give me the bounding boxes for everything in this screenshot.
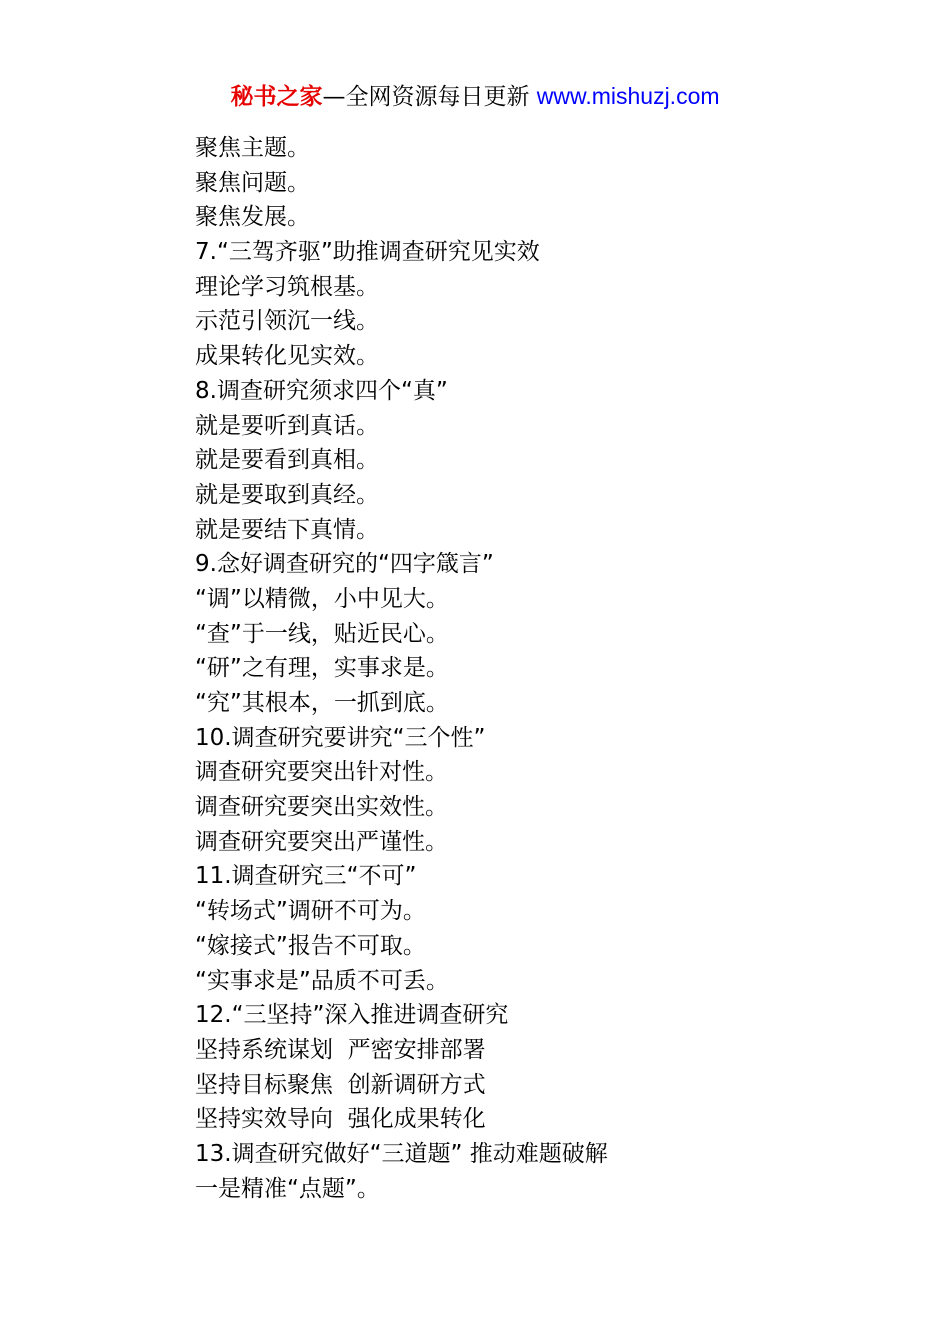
text-line: 坚持目标聚焦 创新调研方式 (195, 1071, 486, 1098)
text-line: 理论学习筑根基。 (195, 273, 379, 300)
text-line: 就是要听到真话。 (195, 412, 379, 439)
text-line: “调”以精微，小中见大。 (195, 585, 449, 612)
section-heading: 8.调查研究须求四个“真” (195, 377, 448, 404)
text-line: “嫁接式”报告不可取。 (195, 932, 426, 959)
text-line: “实事求是”品质不可丢。 (195, 967, 449, 994)
header-tagline: —全网资源每日更新 (322, 84, 537, 110)
text-line: 调查研究要突出实效性。 (195, 794, 448, 821)
text-line: 就是要看到真相。 (195, 447, 379, 474)
site-url-link[interactable]: www.mishuzj.com (536, 83, 720, 109)
section-heading: 7.“三驾齐驱”助推调查研究见实效 (195, 239, 540, 266)
brand-name: 秘书之家 (230, 84, 323, 110)
text-line: 就是要取到真经。 (195, 481, 379, 508)
text-line: 调查研究要突出针对性。 (195, 759, 448, 786)
text-line: 就是要结下真情。 (195, 516, 379, 543)
document-body (195, 131, 895, 1206)
text-line: “转场式”调研不可为。 (195, 898, 426, 925)
text-line: “研”之有理，实事求是。 (195, 655, 449, 682)
text-line: 成果转化见实效。 (195, 343, 379, 370)
text-line: 聚焦主题。 (195, 135, 310, 161)
section-heading: 11.调查研究三“不可” (195, 863, 417, 890)
text-line: 坚持实效导向 强化成果转化 (195, 1106, 486, 1133)
page-header (0, 80, 950, 113)
section-heading: 9.念好调查研究的“四字箴言” (195, 551, 494, 578)
text-line: 一是精准“点题”。 (195, 1175, 380, 1202)
section-heading: 10.调查研究要讲究“三个性” (195, 724, 486, 751)
text-line: 示范引领沉一线。 (195, 308, 379, 335)
text-line: 坚持系统谋划 严密安排部署 (195, 1036, 486, 1063)
section-heading: 12.“三坚持”深入推进调查研究 (195, 1002, 509, 1029)
text-line: 调查研究要突出严谨性。 (195, 828, 448, 855)
text-line: “查”于一线，贴近民心。 (195, 620, 449, 647)
section-heading: 13.调查研究做好“三道题” 推动难题破解 (195, 1140, 608, 1167)
text-line: 聚焦发展。 (195, 204, 310, 231)
text-line: “究”其根本，一抓到底。 (195, 690, 449, 716)
text-line: 聚焦问题。 (195, 169, 310, 196)
